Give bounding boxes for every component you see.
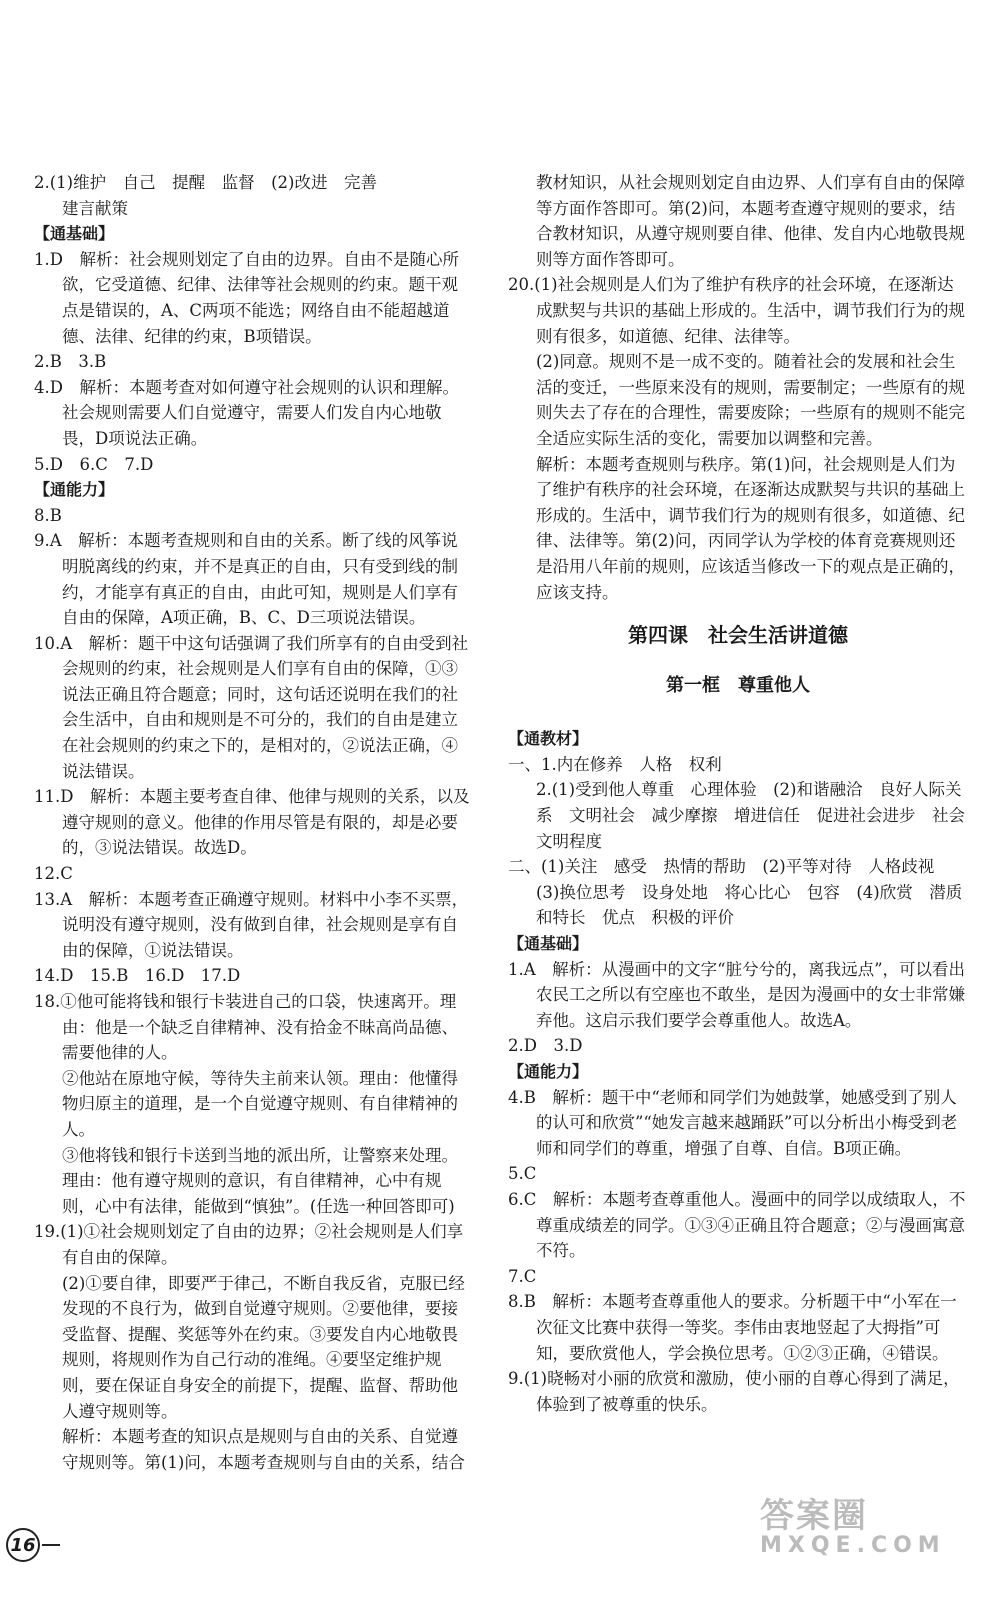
answer-paragraph: 7.C — [508, 1266, 537, 1286]
page-number — [6, 1528, 60, 1562]
answer-paragraph: 解析：本题考查规则与秩序。第(1)问，社会规则是人们为了维护有秩序的社会环境，在逐渐达成默契与共识的基础上形成的。生活中，调节我们行为的规则有很多，如道德、纪律、法律等。第(2)问，丙同学认为学校的体育竞赛规则还是沿用八年前的规则，应该适当修改一下的观点是正确的，应该支持。 — [536, 454, 965, 602]
section-heading: 【通教材】 — [508, 729, 589, 749]
lesson-title: 第四课 社会生活讲道德 — [628, 623, 848, 648]
answer-paragraph: 2.B 3.B — [34, 352, 107, 372]
answer-paragraph: 20.(1)社会规则是人们为了维护有秩序的社会环境，在逐渐达成默契与共识的基础上形成的。生活中，调节我们行为的规则有很多，如道德、纪律、法律等。 — [508, 275, 965, 346]
answer-paragraph: ②他站在原地守候，等待失主前来认领。理由：他懂得物归原主的道理，是一个自觉遵守规则、有自律精神的人。 — [62, 1068, 458, 1139]
answer-paragraph: (2)①要自律，即要严于律己，不断自我反省，克服已经发现的不良行为，做到自觉遵守规则。②要他律，要接受监督、提醒、奖惩等外在约束。③要发自内心地敬畏规则，将规则作为自己行动的准绳。④要坚定维护规则，要在保证自身安全的前提下，提醒、监督、帮助他人遵守规则等。 — [62, 1273, 465, 1421]
answer-paragraph: 5.C — [508, 1164, 537, 1184]
watermark-main: 答案圈 — [760, 1496, 868, 1536]
answer-paragraph: 4.D 解析：本题考查对如何遵守社会规则的认识和理解。社会规则需要人们自觉遵守，需要人们发自内心地敬畏，D项说法正确。 — [34, 377, 459, 448]
left-column — [34, 170, 472, 1475]
answer-paragraph: 9.(1)晓畅对小丽的欣赏和激励，使小丽的自尊心得到了满足，体验到了被尊重的快乐。 — [508, 1369, 960, 1414]
answer-paragraph: 18.①他可能将钱和银行卡装进自己的口袋，快速离开。理由：他是一个缺乏自律精神、没有拾金不昧高尚品德、需要他律的人。 — [34, 992, 458, 1063]
page-number-dash — [42, 1544, 60, 1546]
answer-paragraph: 10.A 解析：题干中这句话强调了我们所享有的自由受到社会规则的约束，社会规则是人们享有自由的保障，①③说法正确且符合题意；同时，这句话还说明在我们的社会生活中，自由和规则是不可分的，我们的自由是建立在社会规则的约束之下的，是相对的，②说法正确，④说法错误。 — [34, 633, 469, 781]
frame-title: 第一框 尊重他人 — [666, 674, 810, 696]
watermark-logo — [760, 1488, 946, 1558]
answer-paragraph: 14.D 15.B 16.D 17.D — [34, 966, 241, 986]
answer-paragraph: 4.B 解析：题干中“老师和同学们为她鼓掌，她感受到了别人的认可和欣赏”“她发言越来越踊跃”可以分析出小梅受到老师和同学们的尊重，增强了自尊、自信。B项正确。 — [508, 1087, 958, 1158]
answer-paragraph: 1.A 解析：从漫画中的文字“脏兮兮的，离我远点”，可以看出农民工之所以有空座也不敢坐，是因为漫画中的女士非常嫌弃他。这启示我们要学会尊重他人。故选A。 — [508, 959, 966, 1030]
section-heading: 【通能力】 — [34, 480, 115, 500]
answer-paragraph: 9.A 解析：本题考查规则和自由的关系。断了线的风筝说明脱离线的约束，并不是真正的自由，只有受到线的制约，才能享有真正的自由，由此可知，规则是人们享有自由的保障，A项正确，B、C、D三项说法错误。 — [34, 531, 458, 628]
answer-paragraph: 2.(1)受到他人尊重 心理体验 (2)和谐融洽 良好人际关系 文明社会 减少摩擦 增进信任 促进社会进步 社会文明程度 — [536, 780, 965, 851]
right-column — [508, 170, 968, 1417]
answer-paragraph: (2)同意。规则不是一成不变的。随着社会的发展和社会生活的变迁，一些原来没有的规则，需要制定；一些原有的规则失去了存在的合理性，需要废除；一些原有的规则不能完全适应实际生活的变化，需要加以调整和完善。 — [536, 352, 965, 448]
answer-paragraph: 一、1.内在修养 人格 权利 — [508, 754, 722, 774]
page-number-circle: 16 — [6, 1528, 40, 1562]
answer-paragraph: ③他将钱和银行卡送到当地的派出所，让警察来处理。理由：他有遵守规则的意识，有自律精神，心中有规则，心中有法律，能做到“慎独”。(任选一种回答即可) — [62, 1145, 458, 1216]
section-heading: 【通能力】 — [508, 1062, 589, 1081]
answer-paragraph: 8.B — [34, 505, 62, 525]
section-heading: 【通基础】 — [508, 934, 589, 954]
answer-paragraph: 2.(1)维护 自己 提醒 监督 (2)改进 完善 — [34, 173, 377, 192]
answer-paragraph: 13.A 解析：本题考查正确遵守规则。材料中小李不买票，说明没有遵守规则，没有做到自律，社会规则是享有自由的保障，①说法错误。 — [34, 889, 469, 960]
section-heading: 【通基础】 — [34, 224, 115, 244]
answer-paragraph: 11.D 解析：本题主要考查自律、他律与规则的关系，以及遵守规则的意义。他律的作用尽管是有限的，却是必要的，③说法错误。故选D。 — [34, 787, 470, 858]
answer-paragraph: 教材知识，从社会规则划定自由边界、人们享有自由的保障等方面作答即可。第(2)问，本题考查遵守规则的要求，结合教材知识，从遵守规则要自律、他律、发自内心地敬畏规则等方面作答即可。 — [536, 173, 965, 269]
answer-paragraph: 解析：本题考查的知识点是规则与自由的关系、自觉遵守规则等。第(1)问，本题考查规则与自由的关系，结合 — [62, 1427, 465, 1472]
answer-paragraph: 二、(1)关注 感受 热情的帮助 (2)平等对待 人格歧视 (3)换位思考 设身处地 将心比心 包容 (4)欣赏 潜质和特长 优点 积极的评价 — [508, 857, 963, 928]
answer-paragraph: 1.D 解析：社会规则划定了自由的边界。自由不是随心所欲，它受道德、纪律、法律等社会规则的约束。题干观点是错误的，A、C两项不能选；网络自由不能超越道德、法律、纪律的约束，B项错误。 — [34, 249, 459, 346]
answer-paragraph: 6.C 解析：本题考查尊重他人。漫画中的同学以成绩取人，不尊重成绩差的同学。①③④正确且符合题意；②与漫画寓意不符。 — [508, 1189, 966, 1261]
answer-paragraph: 19.(1)①社会规则划定了自由的边界；②社会规则是人们享有自由的保障。 — [34, 1222, 464, 1267]
answer-paragraph: 建言献策 — [62, 198, 128, 218]
answer-paragraph: 12.C — [34, 864, 73, 884]
watermark-sub: MXQE.COM — [760, 1533, 946, 1558]
answer-paragraph: 8.B 解析：本题考查尊重他人的要求。分析题干中“小军在一次征文比赛中获得一等奖。李伟由衷地竖起了大拇指”可知，要欣赏他人，学会换位思考。①②③正确，④错误。 — [508, 1292, 957, 1363]
answer-paragraph: 2.D 3.D — [508, 1036, 583, 1056]
answer-paragraph: 5.D 6.C 7.D — [34, 454, 154, 474]
